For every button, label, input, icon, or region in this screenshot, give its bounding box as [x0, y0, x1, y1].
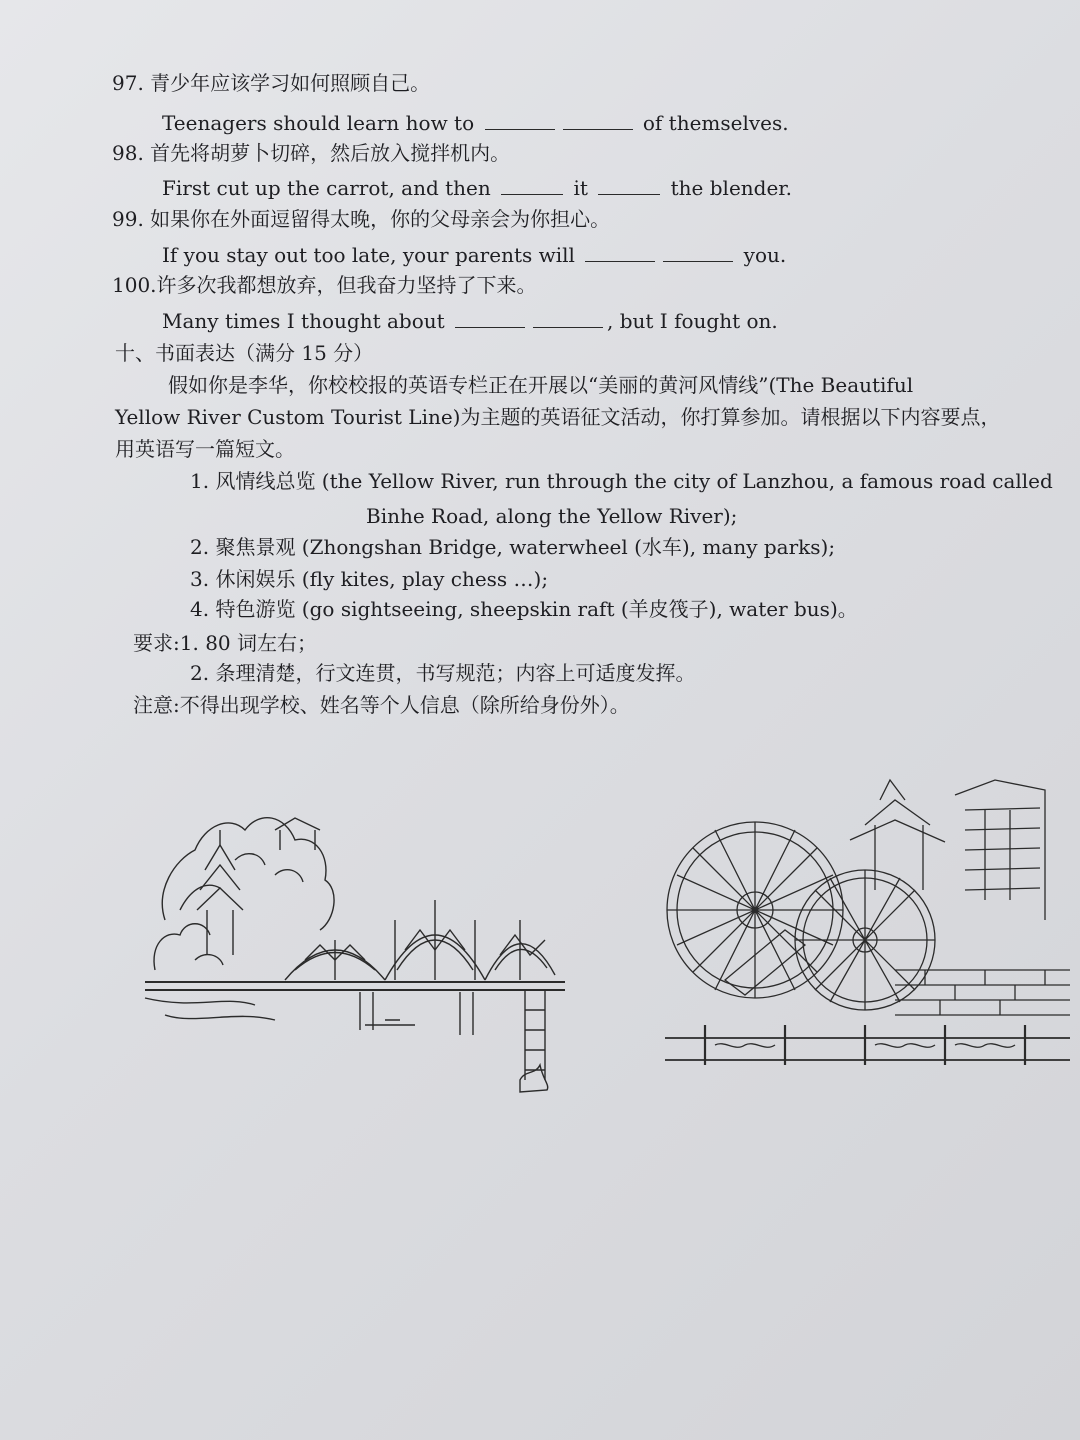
q99-en-after: you.: [743, 243, 787, 267]
q99-blank-1[interactable]: [585, 243, 655, 262]
writing-point-3: [190, 566, 548, 592]
q97-number: 97.: [112, 71, 144, 95]
requirement-2: 2. 条理清楚，行文连贯，书写规范；内容上可适度发挥。: [190, 661, 696, 685]
writing-point-1: [190, 468, 1053, 494]
q99-blank-2[interactable]: [663, 243, 733, 262]
q98-en-before: First cut up the carrot, and then: [162, 176, 491, 200]
point-4-number: 4.: [190, 597, 210, 621]
point-3-text: 休闲娱乐 (fly kites, play chess …);: [215, 567, 549, 591]
q100-english: [162, 308, 778, 334]
q99-en-before: If you stay out too late, your parents will: [162, 243, 575, 267]
point-1-number: 1.: [190, 469, 210, 493]
writing-intro-line-1: 假如你是李华，你校校报的英语专栏正在开展以“美丽的黄河风情线”(The Beautiful: [168, 373, 914, 397]
q100-chinese: [112, 272, 537, 298]
writing-point-1-continued: Binhe Road, along the Yellow River);: [366, 504, 738, 528]
point-3-number: 3.: [190, 567, 210, 591]
q99-english: [162, 242, 786, 268]
q98-en-mid: it: [573, 176, 588, 200]
writing-note: 注意:不得出现学校、姓名等个人信息（除所给身份外）。: [133, 693, 630, 717]
writing-intro-line-3: 用英语写一篇短文。: [115, 437, 295, 461]
q100-cn-text: 许多次我都想放弃，但我奋力坚持了下来。: [156, 273, 537, 297]
writing-intro-line-2: Yellow River Custom Tourist Line)为主题的英语征文活动，你打算参加。请根据以下内容要点，: [115, 405, 1001, 429]
point-4-text: 特色游览 (go sightseeing, sheepskin raft (羊皮筏子), water bus)。: [215, 597, 858, 621]
q98-en-after: the blender.: [670, 176, 793, 200]
point-2-number: 2.: [190, 535, 210, 559]
q100-en-after: , but I fought on.: [607, 309, 778, 333]
requirement-1: 1. 80 词左右；: [179, 631, 317, 655]
q99-cn-text: 如果你在外面逗留得太晚，你的父母亲会为你担心。: [150, 207, 611, 231]
q99-chinese: [112, 206, 610, 232]
waterwheel-sketch: [665, 770, 1070, 1070]
q97-chinese: [112, 70, 430, 96]
point-2-text: 聚焦景观 (Zhongshan Bridge, waterwheel (水车), many parks);: [215, 535, 836, 559]
writing-point-2: [190, 534, 835, 560]
zhongshan-bridge-sketch: [135, 770, 575, 1110]
q98-blank-1[interactable]: [501, 176, 563, 195]
q97-en-before: Teenagers should learn how to: [162, 111, 475, 135]
q98-chinese: [112, 140, 510, 166]
requirements-label: 要求:: [133, 631, 180, 655]
requirements-line-1: [133, 630, 317, 656]
q100-blank-2[interactable]: [533, 309, 603, 328]
writing-heading: 十、书面表达（满分 15 分）: [115, 341, 374, 365]
q98-english: [162, 175, 792, 201]
q97-cn-text: 青少年应该学习如何照顾自己。: [150, 71, 431, 95]
q98-cn-text: 首先将胡萝卜切碎，然后放入搅拌机内。: [150, 141, 511, 165]
q100-number: 100.: [112, 273, 157, 297]
point-1-text: 风情线总览 (the Yellow River, run through the city of Lanzhou, a famous road called: [215, 469, 1053, 493]
q97-en-after: of themselves.: [642, 111, 789, 135]
q98-blank-2[interactable]: [598, 176, 660, 195]
q100-en-before: Many times I thought about: [162, 309, 445, 333]
q100-blank-1[interactable]: [455, 309, 525, 328]
q97-blank-2[interactable]: [563, 111, 633, 130]
q99-number: 99.: [112, 207, 144, 231]
writing-point-4: [190, 596, 858, 622]
q97-blank-1[interactable]: [485, 111, 555, 130]
q97-english: [162, 110, 789, 136]
q98-number: 98.: [112, 141, 144, 165]
